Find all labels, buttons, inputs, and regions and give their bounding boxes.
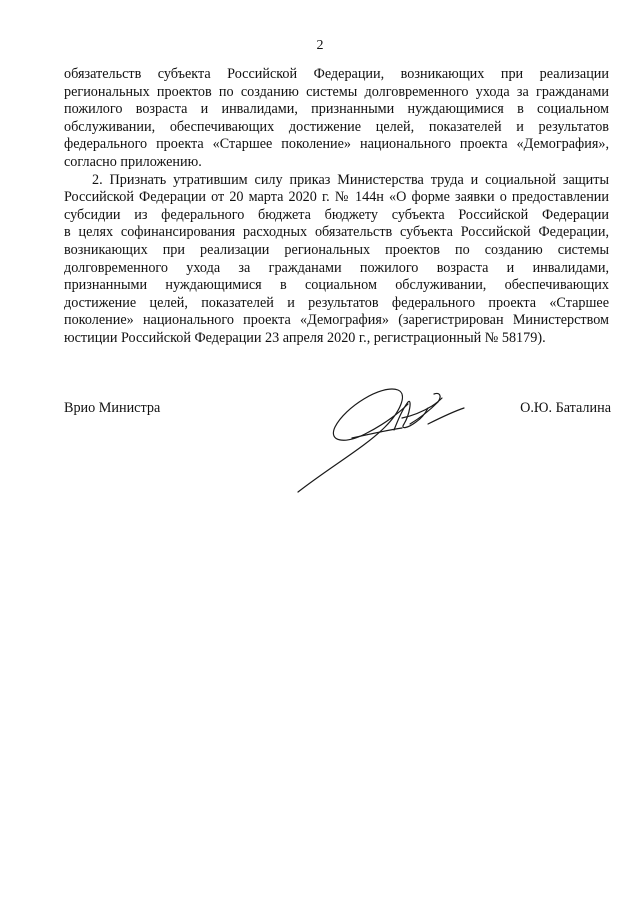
signature-stroke [428,408,464,424]
text-line: согласно приложению. [64,153,202,170]
handwritten-signature [290,372,480,502]
signature-stroke [410,393,440,424]
text-line: Российской Федерации от 20 марта 2020 г. № 144н «О форме заявки о предоставлении [64,189,609,206]
text-line: возникающих при реализации региональных проектов по созданию системы [64,241,609,258]
signer-name: О.Ю. Баталина [520,400,611,416]
text-line: долговременного ухода за гражданами пожилого возраста и инвалидами, [64,259,609,276]
text-line: региональных проектов по созданию системы долговременного ухода за гражданами [64,83,609,100]
signature-stroke [298,389,408,492]
text-line: обязательств субъекта Российской Федерации, возникающих при реализации [64,66,609,82]
text-line: поколение» национального проекта «Демография» (зарегистрирован Министерством [64,312,609,329]
paragraph-1 [64,66,609,172]
text-line: юстиции Российской Федерации 23 апреля 2020 г., регистрационный № 58179). [64,329,546,346]
signature-stroke [352,428,402,438]
text-line: признанными нуждающимися в социальном обслуживании, обеспечивающих [64,277,609,294]
text-line: достижение целей, показателей и результатов федерального проекта «Старшее [64,294,609,311]
text-line: обслуживании, обеспечивающих достижение целей, показателей и результатов [64,118,609,135]
paragraph-2 [64,172,609,348]
text-line: субсидии из федерального бюджета бюджету субъекта Российской Федерации [64,206,609,223]
page-number: 2 [316,38,324,53]
text-line: пожилого возраста и инвалидами, признанными нуждающимися в социальном [64,101,609,118]
text-line: 2. Признать утратившим силу приказ Министерства труда и социальной защиты [92,171,609,188]
signer-title: Врио Министра [64,400,161,416]
text-line: в целях софинансирования расходных обязательств субъекта Российской Федерации, [64,224,609,241]
text-line: федерального проекта «Старшее поколение» национального проекта «Демография», [64,136,609,153]
document-body [64,66,609,348]
